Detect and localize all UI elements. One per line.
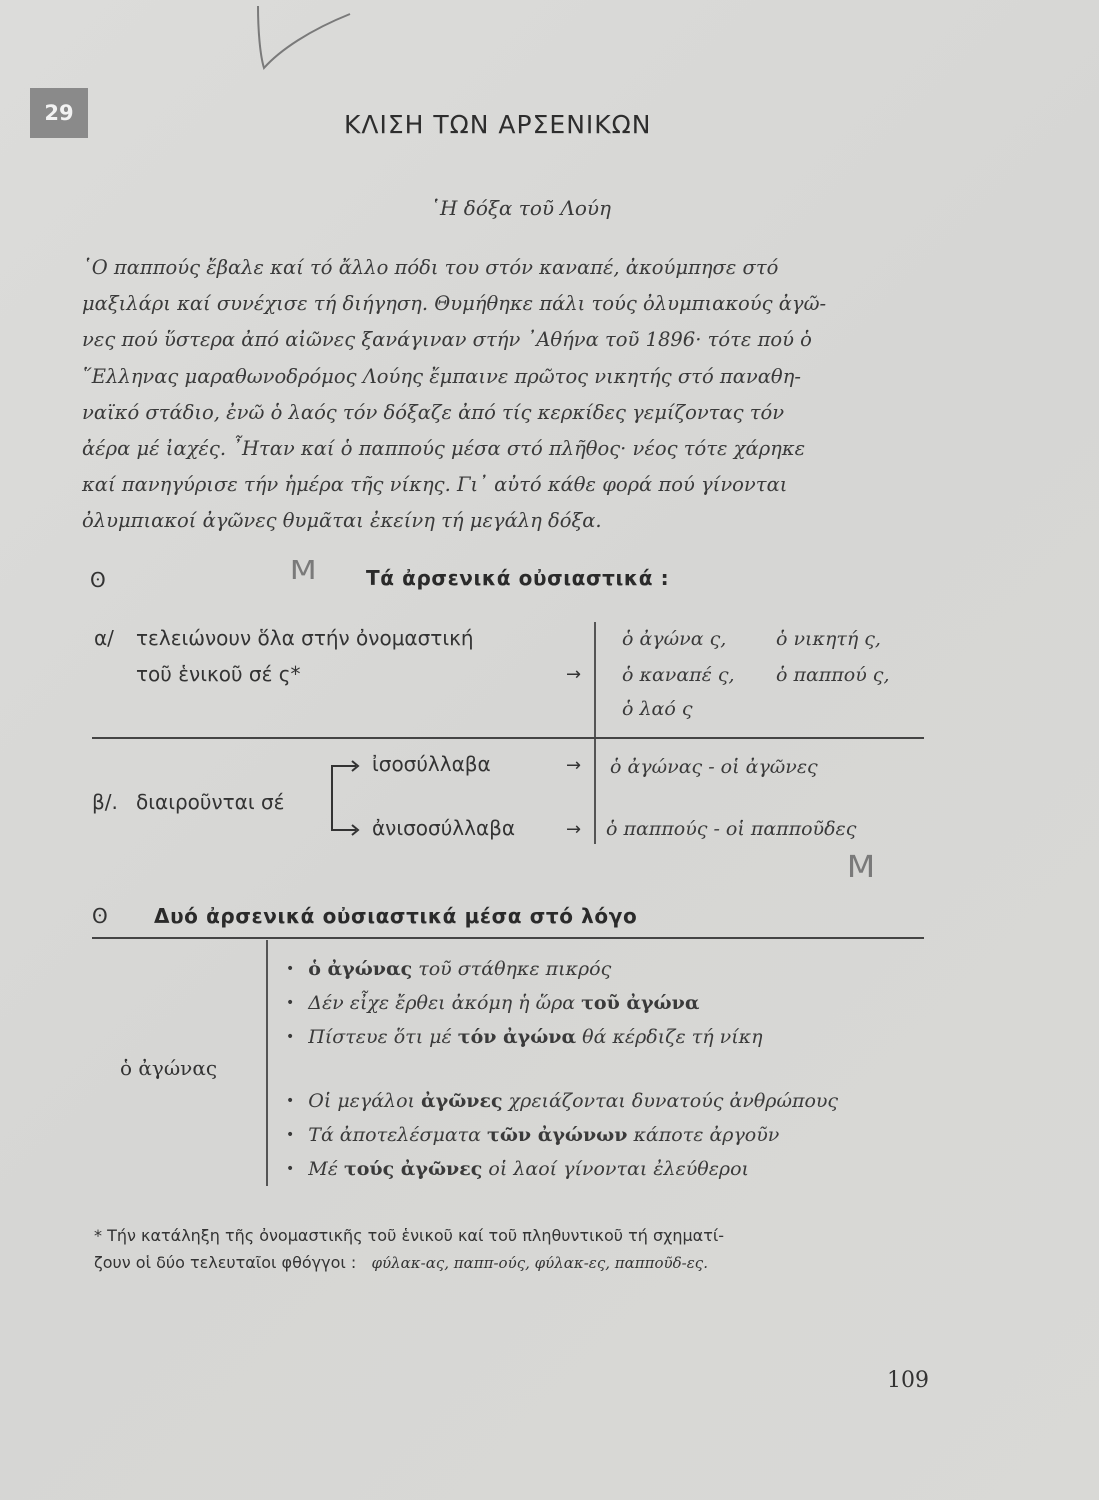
footnote-marker: * bbox=[94, 1226, 102, 1245]
sentence-text: χρειάζονται δυνατούς ἀνθρώπους bbox=[502, 1090, 839, 1112]
example-sentence: • Μέ τούς ἀγῶνες οἱ λαοί γίνονται ἐλεύθεροι bbox=[286, 1158, 749, 1180]
sentence-text: Τά ἀποτελέσματα bbox=[308, 1124, 488, 1146]
example-sentence: • Οἱ μεγάλοι ἀγῶνες χρειάζονται δυνατούς ἀνθρώπους bbox=[286, 1090, 839, 1112]
footnote-text: Τήν κατάληξη τῆς ὀνομαστικῆς τοῦ ἑνικοῦ καί τοῦ πληθυντικοῦ τή σχηματί- bbox=[107, 1226, 725, 1245]
sentence-bold: ὁ ἀγώνας bbox=[308, 958, 413, 980]
example-sentence: • ὁ ἀγώνας τοῦ στάθηκε πικρός bbox=[286, 958, 612, 980]
sentence-text: τοῦ στάθηκε πικρός bbox=[412, 958, 612, 980]
footnote-examples: φύλακ-ας, παππ-ούς, φύλακ-ες, παπποῦδ-ες. bbox=[371, 1254, 708, 1272]
example-word-label: ὁ ἀγώνας bbox=[120, 1056, 218, 1080]
section1-symbol-icon: ʘ bbox=[90, 568, 106, 592]
example-plural: ὁ ἀγώνας - οἱ ἀγῶνες bbox=[610, 756, 818, 778]
example-word: ὁ ἀγώνα ς, bbox=[622, 628, 727, 650]
story-line: ῾Ο παππούς ἔβαλε καί τό ἄλλο πόδι του στόν καναπέ, ἀκούμπησε στό bbox=[82, 256, 779, 279]
branch-anisosyllable: ἀνισοσύλλαβα bbox=[372, 816, 516, 840]
arrow-icon: → bbox=[566, 755, 582, 776]
story-line: νες πού ὕστερα ἀπό αἰῶνες ξανάγιναν στήν ᾿Αθήνα τοῦ 1896· τότε πού ὁ bbox=[82, 328, 812, 352]
footnote bbox=[94, 1222, 934, 1277]
handwritten-annotation: M bbox=[289, 556, 317, 586]
footnote-line2 bbox=[94, 1249, 934, 1277]
story-subtitle: ῾Η δόξα τοῦ Λούη bbox=[430, 196, 612, 220]
sentence-text: κάποτε ἀργοῦν bbox=[627, 1124, 780, 1146]
sentence-bold: ἀγῶνες bbox=[421, 1090, 503, 1112]
story-text bbox=[82, 250, 922, 540]
story-line: ὀλυμπιακοί ἀγῶνες θυμᾶται ἐκείνη τή μεγάλη δόξα. bbox=[82, 509, 602, 533]
footnote-text: ζουν οἱ δύο τελευταῖοι φθόγγοι : bbox=[94, 1253, 357, 1272]
rule-a-line2: τοῦ ἑνικοῦ σέ ς* bbox=[136, 662, 301, 686]
pencil-checkmark bbox=[250, 0, 360, 80]
branch-isosyllable: ἰσοσύλλαβα bbox=[372, 752, 491, 776]
example-word: ὁ λαό ς bbox=[622, 698, 693, 720]
table-rule bbox=[92, 737, 924, 739]
sentence-text: θά κέρδιζε τή νίκη bbox=[576, 1026, 763, 1048]
example-sentence: • Δέν εἶχε ἔρθει ἀκόμη ἡ ὥρα τοῦ ἀγώνα bbox=[286, 992, 700, 1014]
example-plural: ὁ παππούς - οἱ παπποῦδες bbox=[606, 818, 857, 840]
story-line: ῞Ελληνας μαραθωνοδρόμος Λούης ἔμπαινε πρῶτος νικητής στό παναθη- bbox=[82, 364, 801, 388]
sentence-text: Μέ bbox=[308, 1158, 344, 1180]
chapter-number-badge: 29 bbox=[30, 88, 88, 138]
handwritten-annotation: M bbox=[846, 850, 876, 885]
rule-a-line1: τελειώνουν ὅλα στήν ὀνομαστική bbox=[136, 626, 474, 650]
section1-heading: Τά ἀρσενικά οὐσιαστικά : bbox=[366, 566, 670, 590]
section2-symbol-icon: ʘ bbox=[92, 904, 108, 928]
rule-a-label: α/ bbox=[94, 626, 114, 650]
sentence-bold: τόν ἀγώνα bbox=[457, 1026, 577, 1048]
story-line: ἀέρα μέ ἰαχές. ῏Ηταν καί ὁ παππούς μέσα στό πλῆθος· νέος τότε χάρηκε bbox=[82, 437, 806, 461]
story-line: ναϊκό στάδιο, ἐνῶ ὁ λαός τόν δόξαζε ἀπό τίς κερκίδες γεμίζοντας τόν bbox=[82, 400, 785, 424]
table-rule bbox=[92, 937, 924, 939]
sentence-bold: τούς ἀγῶνες bbox=[343, 1158, 483, 1180]
sentence-bold: τοῦ ἀγώνα bbox=[581, 992, 700, 1014]
table-divider bbox=[266, 940, 268, 1186]
footnote-line1 bbox=[94, 1222, 934, 1249]
arrow-icon: → bbox=[566, 664, 582, 685]
example-word: ὁ παππού ς, bbox=[776, 664, 890, 686]
story-line: καί πανηγύρισε τήν ἡμέρα τῆς νίκης. Γι᾿ αὐτό κάθε φορά πού γίνονται bbox=[82, 473, 788, 497]
sentence-text: Οἱ μεγάλοι bbox=[308, 1090, 422, 1112]
table-divider bbox=[594, 622, 596, 844]
branch-bracket bbox=[326, 752, 366, 842]
sentence-text: Πίστευε ὅτι μέ bbox=[308, 1026, 458, 1048]
example-sentence: • Πίστευε ὅτι μέ τόν ἀγώνα θά κέρδιζε τή νίκη bbox=[286, 1026, 763, 1048]
arrow-icon: → bbox=[566, 819, 582, 840]
sentence-text: Δέν εἶχε ἔρθει ἀκόμη ἡ ὥρα bbox=[308, 992, 582, 1014]
page-number: 109 bbox=[887, 1368, 929, 1393]
section2-heading: Δυό ἀρσενικά οὐσιαστικά μέσα στό λόγο bbox=[154, 904, 638, 928]
example-word: ὁ καναπέ ς, bbox=[622, 664, 735, 686]
rule-b-label: β/. bbox=[92, 790, 118, 814]
sentence-bold: τῶν ἀγώνων bbox=[487, 1124, 628, 1146]
rule-b-text: διαιροῦνται σέ bbox=[136, 790, 285, 814]
sentence-text: οἱ λαοί γίνονται ἐλεύθεροι bbox=[482, 1158, 749, 1180]
page-title: ΚΛΙΣΗ ΤΩΝ ΑΡΣΕΝΙΚΩΝ bbox=[344, 110, 652, 139]
example-sentence: • Τά ἀποτελέσματα τῶν ἀγώνων κάποτε ἀργοῦν bbox=[286, 1124, 780, 1146]
example-word: ὁ νικητή ς, bbox=[776, 628, 881, 650]
story-line: μαξιλάρι καί συνέχισε τή διήγηση. Θυμήθηκε πάλι τούς ὀλυμπιακούς ἀγῶ- bbox=[82, 292, 827, 316]
